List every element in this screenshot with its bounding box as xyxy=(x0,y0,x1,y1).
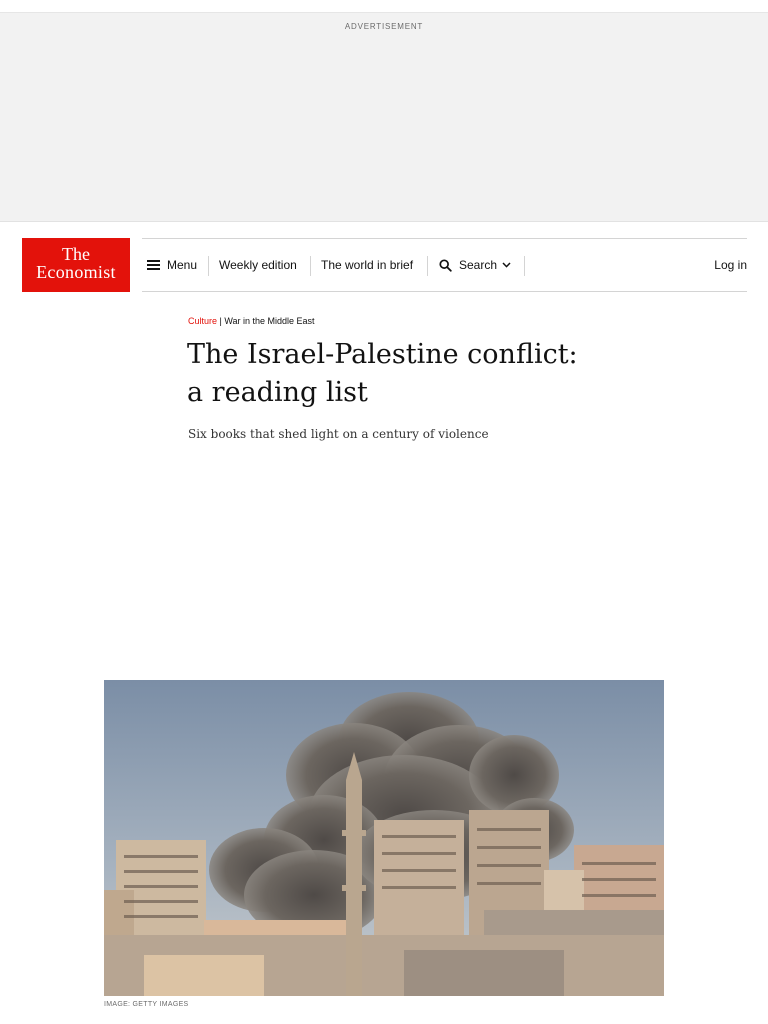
world-in-brief-link[interactable]: The world in brief xyxy=(321,258,414,272)
advertisement-label: ADVERTISEMENT xyxy=(344,22,424,31)
topic-link[interactable]: War in the Middle East xyxy=(224,316,315,326)
headline-line-2: a reading list xyxy=(187,377,368,408)
article-headline xyxy=(187,336,607,412)
section-link[interactable]: Culture xyxy=(188,316,218,326)
search-button[interactable] xyxy=(439,239,511,291)
menu-button[interactable] xyxy=(147,239,197,291)
article-standfirst: Six books that shed light on a century of violence xyxy=(188,427,489,441)
login-link[interactable]: Log in xyxy=(714,258,747,272)
menu-label: Menu xyxy=(167,258,198,272)
main-navigation xyxy=(142,238,747,292)
rubric-separator: | xyxy=(217,316,225,326)
nav-divider xyxy=(310,256,311,276)
logo-line-2: Economist xyxy=(36,262,116,282)
weekly-edition-link[interactable]: Weekly edition xyxy=(219,258,297,272)
nav-divider xyxy=(524,256,525,276)
search-label: Search xyxy=(459,258,498,272)
nav-divider xyxy=(208,256,209,276)
economist-logo[interactable] xyxy=(22,238,130,292)
hero-image xyxy=(104,680,664,996)
advertisement-slot xyxy=(0,12,768,222)
search-icon xyxy=(439,259,452,272)
image-caption: IMAGE: GETTY IMAGES xyxy=(104,1001,189,1008)
city-smoke-illustration xyxy=(104,680,664,996)
hamburger-icon xyxy=(147,260,160,270)
nav-divider xyxy=(427,256,428,276)
headline-line-1: The Israel-Palestine conflict: xyxy=(187,339,578,370)
article-rubric xyxy=(188,316,315,326)
chevron-down-icon xyxy=(502,262,511,268)
logo-line-1: The xyxy=(62,244,90,264)
